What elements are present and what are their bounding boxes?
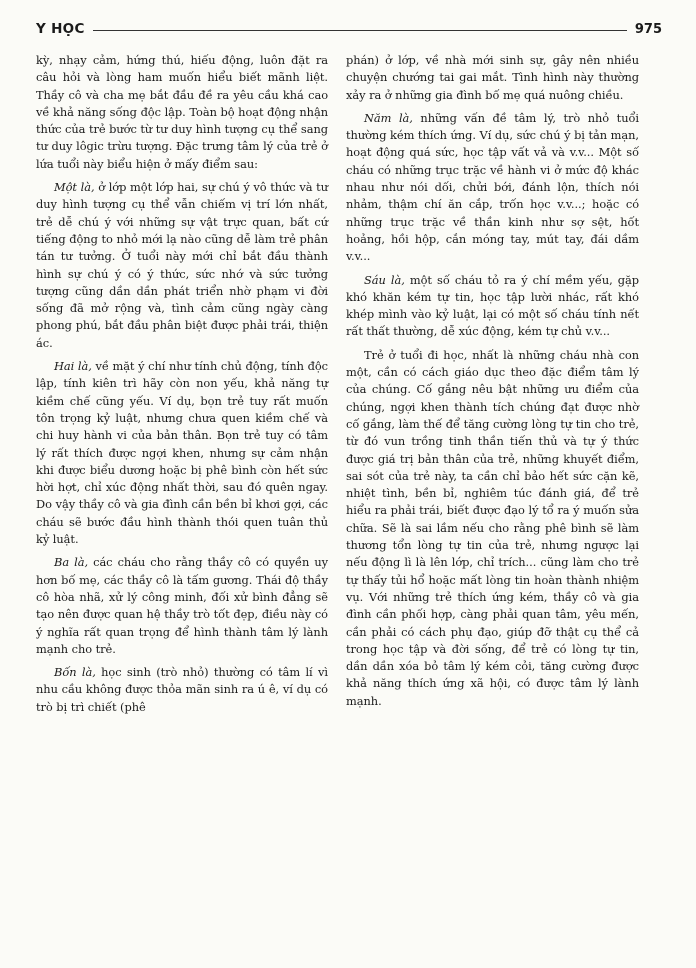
paragraph: Hai là, về mặt ý chí như tính chủ động, tính độc lập, tính kiên trì hãy còn non yếu, khả năng tự kiềm chế cũng yếu. Ví dụ, bọn trẻ tuy rất muốn tôn trọng kỷ luật, nhưng chưa quen kiềm chế và chi huy hành vi của bản thân. Bọn trẻ tuy có tâm lý rất thích được ngợi khen, nhưng sự cảm nhận khi được biểu dương hoặc bị phê bình còn hết sức hời hợt, chỉ xúc động nhất thời, sau đó quên ngay. Do vậy thầy cô và gia đình cần bền bỉ khơi gợi, các cháu sẽ bước đầu hình thành thói quen tuân thủ kỷ luật.	[36, 359, 328, 547]
paragraph-lead: Một là,	[54, 180, 95, 195]
section-title: Y HỌC	[36, 21, 85, 37]
paragraph: phán) ở lớp, về nhà mới sinh sự, gây nên nhiều chuyện chướng tai gai mắt. Tình hình này thường xảy ra ở những gia đình bố mẹ quá nuông chiều.	[346, 53, 639, 102]
paragraph: Sáu là, một số cháu tỏ ra ý chí mềm yếu, gặp khó khăn kém tự tin, học tập lười nhác, rất khó khép mình vào kỷ luật, lại có một số cháu tính nết rất thất thường, dễ xúc động, kém tự chủ v.v...	[346, 272, 639, 339]
paragraph: Một là, ở lớp một lớp hai, sự chú ý vô thức và tư duy hình tượng cụ thể vẫn chiếm vị trí lớn nhất, trẻ dễ chú ý với những sự vật trực quan, bất cứ tiếng động to nhỏ mới lạ nào cũng dễ làm trẻ phân tán tư tưởng. Ở tuổi này mới chỉ bắt đầu thành hình sự chú ý có ý thức, sức nhớ và sức tưởng tượng cũng dần dần phát triển nhờ phạm vi đời sống đã mở rộng và, tình cảm cũng ngày càng phong phú, bắt đầu phân biệt được phải trái, thiện ác.	[36, 180, 328, 350]
paragraph: Năm là, những vấn đề tâm lý, trò nhỏ tuổi thường kém thích ứng. Ví dụ, sức chú ý bị tản mạn, hoạt động quá sức, học tập vất vả và v.v... Một số cháu có những trục trặc về hành vi ở mức độ khác nhau như nói dối, chửi bới, đánh lộn, thích nói nhảm, thậm chí ăn cắp, trốn học v.v...; hoặc có những trục trặc về thần kinh như sợ sệt, hốt hoảng, hồi hộp, cắn móng tay, mút tay, đái dầm v.v...	[346, 110, 639, 264]
left-column	[36, 52, 328, 722]
paragraph-lead: Năm là,	[364, 110, 413, 125]
right-column	[346, 52, 639, 716]
paragraph: Ba là, các cháu cho rằng thầy cô có quyền uy hơn bố mẹ, các thầy cô là tấm gương. Thái độ thầy cô hòa nhã, xử lý công minh, đối xử bình đẳng sẽ tạo nên được quan hệ thầy trò tốt đẹp, điều này có ý nghĩa rất quan trọng để hình thành tâm lý lành mạnh cho trẻ.	[36, 555, 329, 656]
paragraph-lead: Ba là,	[54, 555, 89, 570]
paragraph-lead: Sáu là,	[364, 272, 405, 287]
paragraph-lead: Hai là,	[54, 359, 92, 374]
page-header	[36, 18, 662, 40]
paragraph: kỳ, nhạy cảm, hứng thú, hiếu động, luôn đặt ra câu hỏi và lòng ham muốn hiểu biết mãnh liệt. Thầy cô và cha mẹ bắt đầu đề ra yêu cầu khá cao về khả năng sống độc lập. Toàn bộ hoạt động nhận thức của trẻ bước từ tư duy hình tượng cụ thể sang tư duy lôgic trừu tượng. Đặc trưng tâm lý của trẻ ở lứa tuổi này biểu hiện ở mấy điểm sau:	[36, 53, 328, 171]
paragraph-lead: Bốn là,	[54, 665, 96, 680]
paragraph: Trẻ ở tuổi đi học, nhất là những cháu nhà con một, cần có cách giáo dục theo đặc điểm tâm lý của chúng. Cố gắng nêu bật những ưu điểm của chúng, ngợi khen thành tích chúng đạt được nhờ cố gắng, làm thế để tăng cường lòng tự tin cho trẻ, từ đó vun trồng tinh thần tiến thủ và tự ý thức được giá trị bản thân của trẻ, những khuyết điểm, sai sót của trẻ này, ta cần chỉ bảo hết sức cặn kẽ, nhiệt tình, bền bỉ, nghiêm túc đánh giá, để trẻ hiểu ra phải trái, biết được đạo lý tổ ra ý muốn sửa chữa. Sẽ là sai lầm nếu cho rằng phê bình sẽ làm thương tổn lòng tự tin của trẻ, nhưng ngược lại nếu động lì là lên lớp, chỉ trích... cũng làm cho trẻ tự thấy tủi hổ hoặc mất lòng tin hoàn thành nhiệm vụ. Với những trẻ thích ứng kém, thầy cô và gia đình cần phối hợp, càng phải quan tâm, yêu mến, cần phải có cách phụ đạo, giúp đỡ thật cụ thể cả trong học tập và đời sống, để trẻ có lòng tự tin, dần dần xóa bỏ tâm lý kém cỏi, tăng cường được khả năng thích ứng xã hội, có được tâm lý lành mạnh.	[346, 347, 639, 708]
header-rule	[93, 30, 627, 31]
paragraph: Bốn là, học sinh (trò nhỏ) thường có tâm lí vì nhu cầu không được thỏa mãn sinh ra ú ê, ví dụ có trò bị trì chiết (phê	[36, 665, 328, 714]
page-number: 975	[634, 21, 662, 37]
